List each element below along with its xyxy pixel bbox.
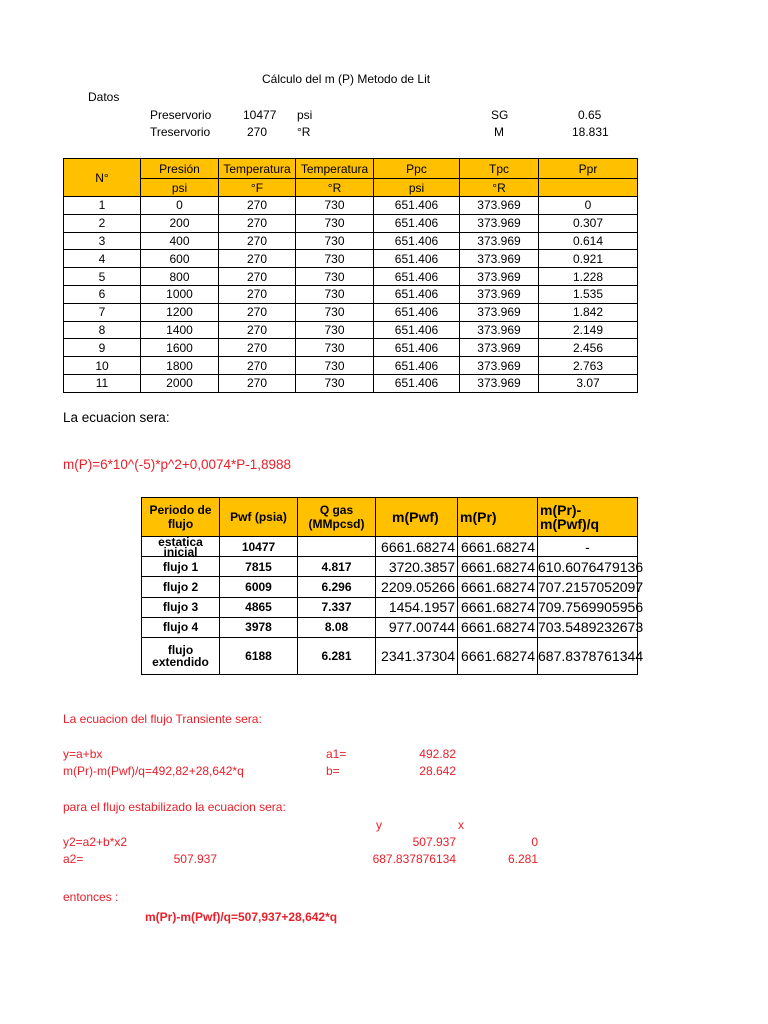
- table-cell: 6.296: [298, 577, 376, 597]
- table-cell: 1.842: [539, 303, 638, 321]
- table-cell: 1400: [141, 321, 219, 339]
- a1-label: a1=: [326, 747, 347, 761]
- header-m-pr: m(Pr): [458, 498, 538, 537]
- x2-value: 6.281: [507, 852, 538, 866]
- table-cell: 651.406: [374, 232, 460, 250]
- table-cell: 270: [219, 374, 296, 392]
- table-cell: 730: [296, 232, 374, 250]
- table-cell: 0.921: [539, 250, 638, 268]
- table-cell: 1: [64, 197, 141, 215]
- y-header: y: [376, 818, 382, 832]
- table-cell: 651.406: [374, 374, 460, 392]
- table-cell: 730: [296, 285, 374, 303]
- table-cell: 800: [141, 268, 219, 286]
- a2-label: a2=: [63, 852, 84, 866]
- header-qgas: Q gas (MMpcsd): [298, 498, 376, 537]
- table-cell: 270: [219, 250, 296, 268]
- table-row: [64, 339, 638, 357]
- table-cell: 651.406: [374, 268, 460, 286]
- header-temperatura-f: Temperatura: [219, 159, 296, 179]
- table-cell: 651.406: [374, 197, 460, 215]
- table-cell: 4865: [220, 597, 298, 617]
- table-row: [142, 537, 638, 557]
- final-equation: m(Pr)-m(Pwf)/q=507,937+28,642*q: [145, 910, 338, 924]
- table-cell: 8.08: [298, 617, 376, 637]
- table-cell: 6661.68274: [458, 557, 538, 577]
- page-title: Cálculo del m (P) Metodo de Lit: [262, 72, 431, 86]
- table-cell: flujo 3: [142, 597, 220, 617]
- header-diff: m(Pr)-m(Pwf)/q: [538, 498, 638, 537]
- header-m-pwf: m(Pwf): [376, 498, 458, 537]
- transiente-line2: m(Pr)-m(Pwf)/q=492,82+28,642*q: [63, 764, 244, 778]
- table-row: [64, 268, 638, 286]
- table-cell: 1.228: [539, 268, 638, 286]
- table-row: [142, 597, 638, 617]
- unit-f: °F: [219, 179, 296, 197]
- table-cell: 730: [296, 214, 374, 232]
- table-cell: 651.406: [374, 303, 460, 321]
- header-ppr: Ppr: [539, 159, 638, 179]
- table-cell: 270: [219, 197, 296, 215]
- table-row: [64, 250, 638, 268]
- entonces-label: entonces :: [63, 890, 119, 904]
- ecuacion-mp: m(P)=6*10^(-5)*p^2+0,0074*P-1,8988: [63, 457, 292, 472]
- table-cell: 2.149: [539, 321, 638, 339]
- table-cell: 651.406: [374, 321, 460, 339]
- table-cell: 373.969: [460, 214, 539, 232]
- table-cell: 2000: [141, 374, 219, 392]
- table-cell: 8: [64, 321, 141, 339]
- table-cell: 5: [64, 268, 141, 286]
- table-cell: 730: [296, 339, 374, 357]
- table-cell: 1600: [141, 339, 219, 357]
- table-cell: 270: [219, 339, 296, 357]
- table-row: [64, 285, 638, 303]
- x-header: x: [458, 818, 464, 832]
- table-cell: 651.406: [374, 250, 460, 268]
- table-cell: 270: [219, 357, 296, 375]
- preservorio-unit: psi: [297, 108, 313, 122]
- table-cell: 977.00744: [376, 617, 458, 637]
- table-cell: 0: [141, 197, 219, 215]
- table-cell: 651.406: [374, 285, 460, 303]
- treservorio-value: 270: [247, 125, 268, 139]
- table-cell: 730: [296, 197, 374, 215]
- table-cell: 373.969: [460, 374, 539, 392]
- table-cell: 703.5489232673: [538, 617, 638, 637]
- flow-table: [141, 497, 644, 675]
- pressure-table: [63, 158, 638, 393]
- table-cell: 4.817: [298, 557, 376, 577]
- table-cell: 6661.68274: [458, 637, 538, 674]
- table-cell: 10477: [220, 537, 298, 557]
- y2-value: 687.837876134: [372, 852, 456, 866]
- header-tpc: Tpc: [460, 159, 539, 179]
- datos-label: Datos: [88, 90, 120, 104]
- header-n: N°: [64, 159, 141, 197]
- b-value: 28.642: [419, 764, 456, 778]
- table-cell: 651.406: [374, 339, 460, 357]
- m-label: M: [494, 125, 504, 139]
- table-cell: 4: [64, 250, 141, 268]
- table-cell: 707.2157052097: [538, 577, 638, 597]
- treservorio-unit: °R: [297, 125, 311, 139]
- table-cell: 2.763: [539, 357, 638, 375]
- table-cell: 373.969: [460, 339, 539, 357]
- header-pwf: Pwf (psia): [220, 498, 298, 537]
- table-cell: 6661.68274: [458, 617, 538, 637]
- table-cell: 10: [64, 357, 141, 375]
- preservorio-label: Preservorio: [150, 108, 212, 122]
- table-cell: [142, 537, 220, 557]
- table-cell: 651.406: [374, 357, 460, 375]
- table-cell: 709.7569905956: [538, 597, 638, 617]
- unit-r: °R: [296, 179, 374, 197]
- table-cell: 11: [64, 374, 141, 392]
- periodo-label: estatica inicial: [158, 537, 203, 557]
- table-cell: 3.07: [539, 374, 638, 392]
- ecuacion-label: La ecuacion sera:: [63, 410, 170, 425]
- table-cell: flujo 1: [142, 557, 220, 577]
- table-cell: 373.969: [460, 197, 539, 215]
- unit-psi: psi: [141, 179, 219, 197]
- table-row: [64, 357, 638, 375]
- table-cell: 9: [64, 339, 141, 357]
- table-cell: 1454.1957: [376, 597, 458, 617]
- table-cell: 3720.3857: [376, 557, 458, 577]
- unit-ppr: [539, 179, 638, 197]
- table-row: [142, 557, 638, 577]
- x1-value: 0: [531, 835, 538, 849]
- table-cell: 270: [219, 232, 296, 250]
- sg-value: 0.65: [578, 108, 602, 122]
- table-cell: 7: [64, 303, 141, 321]
- table-cell: 7815: [220, 557, 298, 577]
- table-row: [64, 197, 638, 215]
- a1-value: 492.82: [419, 747, 456, 761]
- table-cell: 6661.68274: [376, 537, 458, 557]
- table-cell: 6: [64, 285, 141, 303]
- table-cell: 373.969: [460, 285, 539, 303]
- unit-psi-ppc: psi: [374, 179, 460, 197]
- header-temperatura-r: Temperatura: [296, 159, 374, 179]
- y1-value: 507.937: [412, 835, 456, 849]
- table-cell: -: [538, 537, 638, 557]
- preservorio-value: 10477: [243, 108, 277, 122]
- table-row: [142, 617, 638, 637]
- treservorio-label: Treservorio: [150, 125, 211, 139]
- unit-r-tpc: °R: [460, 179, 539, 197]
- table-cell: 2: [64, 214, 141, 232]
- table-cell: 373.969: [460, 232, 539, 250]
- table-cell: 373.969: [460, 268, 539, 286]
- table-row: [64, 303, 638, 321]
- table-cell: 0.307: [539, 214, 638, 232]
- table-cell: 730: [296, 268, 374, 286]
- transiente-line1: y=a+bx: [63, 747, 103, 761]
- estabilizado-line1: y2=a2+b*x2: [63, 835, 128, 849]
- table-cell: 730: [296, 250, 374, 268]
- table-row: [64, 214, 638, 232]
- table-cell: 373.969: [460, 357, 539, 375]
- table-cell: 730: [296, 321, 374, 339]
- table-cell: 270: [219, 268, 296, 286]
- table-cell: flujo extendido: [142, 637, 220, 674]
- table-cell: flujo 4: [142, 617, 220, 637]
- table-cell: 270: [219, 285, 296, 303]
- table-cell: 730: [296, 303, 374, 321]
- table-cell: 270: [219, 214, 296, 232]
- table-cell: [298, 537, 376, 557]
- table-cell: 373.969: [460, 303, 539, 321]
- table-cell: 0.614: [539, 232, 638, 250]
- table-cell: 200: [141, 214, 219, 232]
- header-periodo: Periodo de flujo: [142, 498, 220, 537]
- table-cell: 687.8378761344: [538, 637, 638, 674]
- header-presion: Presión: [141, 159, 219, 179]
- table-cell: 600: [141, 250, 219, 268]
- table-cell: 6.281: [298, 637, 376, 674]
- table-row: [142, 577, 638, 597]
- table-row: [64, 232, 638, 250]
- estabilizado-title: para el flujo estabilizado la ecuacion sera:: [63, 800, 286, 814]
- table-cell: 1000: [141, 285, 219, 303]
- table-cell: 730: [296, 357, 374, 375]
- table-cell: 6188: [220, 637, 298, 674]
- sg-label: SG: [491, 108, 509, 122]
- table-cell: 270: [219, 303, 296, 321]
- table-cell: 7.337: [298, 597, 376, 617]
- table-cell: 610.6076479136: [538, 557, 638, 577]
- table-cell: 6009: [220, 577, 298, 597]
- transiente-title: La ecuacion del flujo Transiente sera:: [63, 712, 262, 726]
- table-cell: 1800: [141, 357, 219, 375]
- table-row: [64, 374, 638, 392]
- table-cell: 1200: [141, 303, 219, 321]
- table-cell: 6661.68274: [458, 577, 538, 597]
- table-cell: 3978: [220, 617, 298, 637]
- table-row: [64, 321, 638, 339]
- table-cell: 400: [141, 232, 219, 250]
- table-cell: 373.969: [460, 321, 539, 339]
- table-cell: 1.535: [539, 285, 638, 303]
- m-value: 18.831: [572, 125, 609, 139]
- table-row: [142, 637, 638, 674]
- table-cell: 651.406: [374, 214, 460, 232]
- b-label: b=: [326, 764, 340, 778]
- table-cell: 730: [296, 374, 374, 392]
- table-cell: flujo 2: [142, 577, 220, 597]
- a2-value: 507.937: [173, 852, 217, 866]
- table-cell: 373.969: [460, 250, 539, 268]
- table-cell: 270: [219, 321, 296, 339]
- table-cell: 3: [64, 232, 141, 250]
- table-cell: 0: [539, 197, 638, 215]
- table-cell: 6661.68274: [458, 597, 538, 617]
- table-cell: 2209.05266: [376, 577, 458, 597]
- header-ppc: Ppc: [374, 159, 460, 179]
- table-cell: 2341.37304: [376, 637, 458, 674]
- table-cell: 6661.68274: [458, 537, 538, 557]
- table-cell: 2.456: [539, 339, 638, 357]
